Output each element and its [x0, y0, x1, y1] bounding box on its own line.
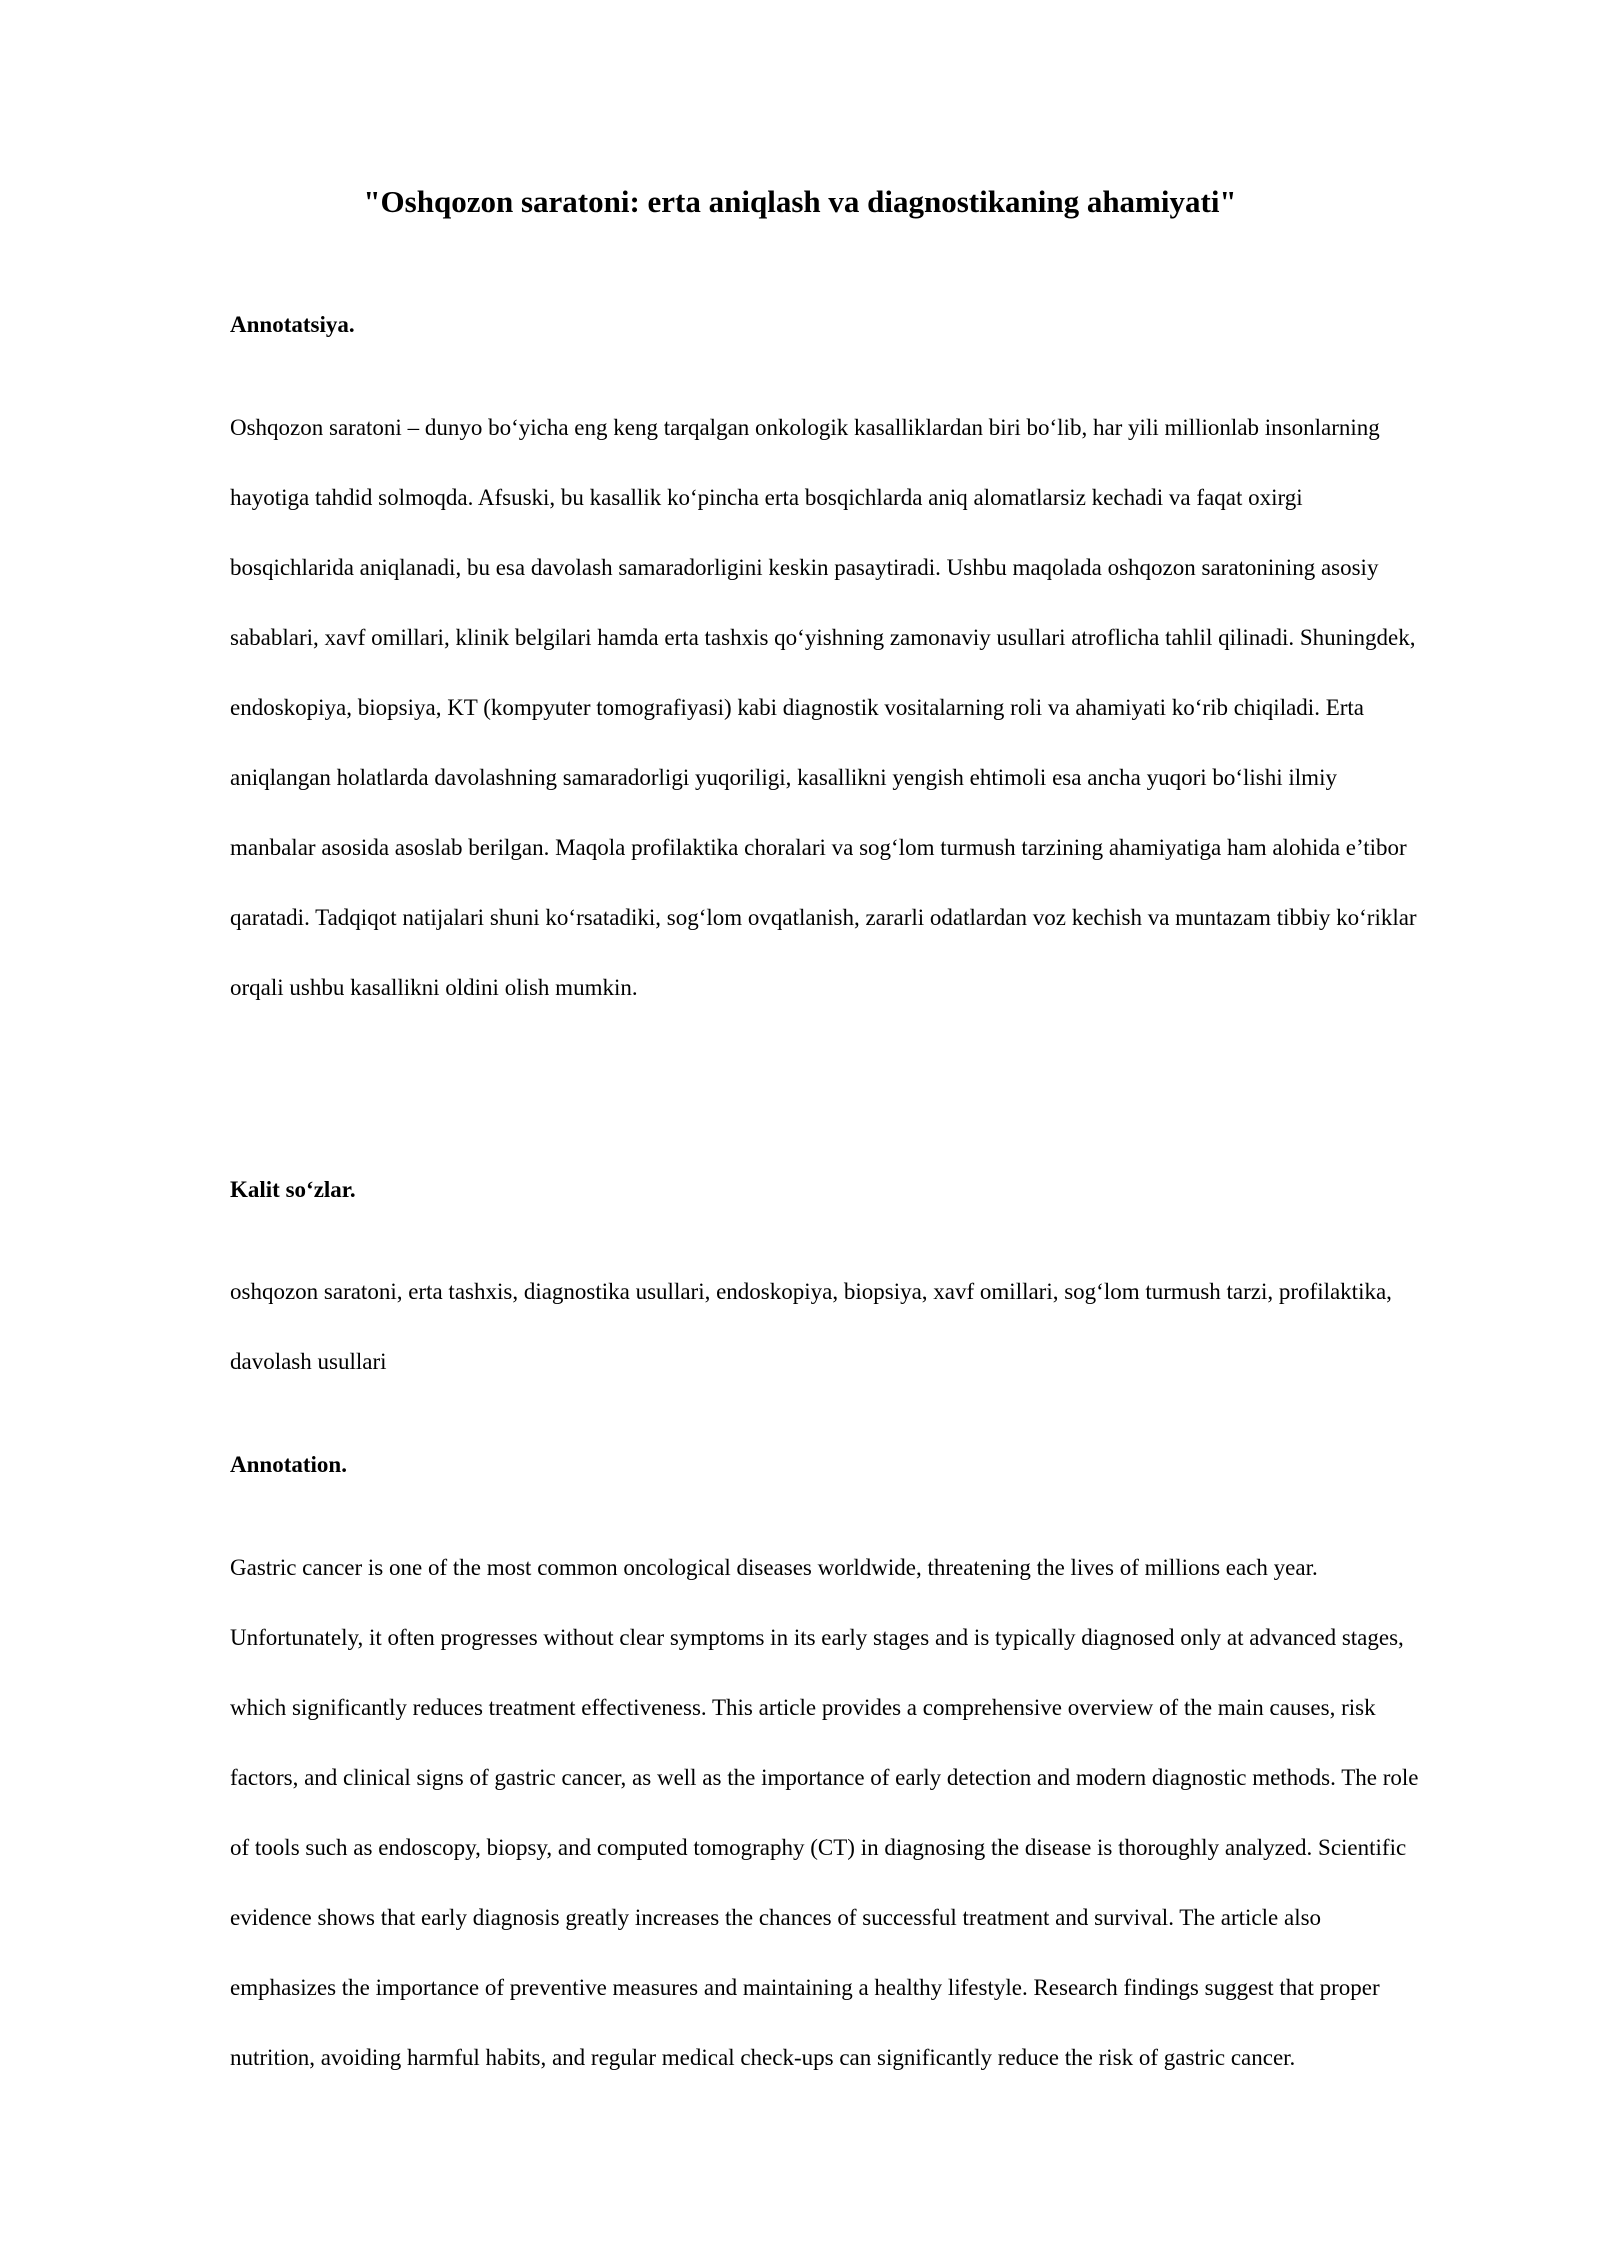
text-line: davolash usullari	[230, 1349, 387, 1374]
text-line: bosqichlarida aniqlanadi, bu esa davolash samaradorligini keskin pasaytiradi. Ushbu maqolada oshqozon saratonining asosiy	[230, 555, 1379, 580]
text-line: emphasizes the importance of preventive measures and maintaining a healthy lifestyle. Research findings suggest that proper	[230, 1975, 1380, 2000]
text-line: factors, and clinical signs of gastric cancer, as well as the importance of early detection and modern diagnostic methods. The role	[230, 1765, 1419, 1790]
heading-annotation: Annotation.	[230, 1452, 347, 1477]
paragraph-annotatsiya	[230, 393, 1520, 1023]
document-title: "Oshqozon saratoni: erta aniqlash va diagnostikaning ahamiyati"	[363, 184, 1237, 219]
paragraph-annotation	[230, 1533, 1520, 2093]
text-line: sabablari, xavf omillari, klinik belgilari hamda erta tashxis qo‘yishning zamonaviy usullari atroflicha tahlil qilinadi. Shuningdek,	[230, 625, 1416, 650]
text-line: orqali ushbu kasallikni oldini olish mumkin.	[230, 975, 638, 1000]
text-line: nutrition, avoiding harmful habits, and regular medical check-ups can significantly reduce the risk of gastric cancer.	[230, 2045, 1296, 2070]
text-line: manbalar asosida asoslab berilgan. Maqola profilaktika choralari va sog‘lom turmush tarzining ahamiyatiga ham alohida e’tibor	[230, 835, 1407, 860]
text-line: qaratadi. Tadqiqot natijalari shuni ko‘rsatadiki, sog‘lom ovqatlanish, zararli odatlardan voz kechish va muntazam tibbiy ko‘riklar	[230, 905, 1417, 930]
text-line: oshqozon saratoni, erta tashxis, diagnostika usullari, endoskopiya, biopsiya, xavf omillari, sog‘lom turmush tarzi, profilaktika,	[230, 1279, 1392, 1304]
text-line: which significantly reduces treatment effectiveness. This article provides a comprehensive overview of the main causes, risk	[230, 1695, 1376, 1720]
text-line: Oshqozon saratoni – dunyo bo‘yicha eng keng tarqalgan onkologik kasalliklardan biri bo‘lib, har yili millionlab insonlarning	[230, 415, 1380, 440]
heading-kalit-sozlar: Kalit so‘zlar.	[230, 1177, 356, 1202]
heading-annotatsiya: Annotatsiya.	[230, 312, 355, 337]
text-line: Gastric cancer is one of the most common oncological diseases worldwide, threatening the lives of millions each year.	[230, 1555, 1318, 1580]
text-line: Unfortunately, it often progresses without clear symptoms in its early stages and is typically diagnosed only at advanced stages,	[230, 1625, 1404, 1650]
text-line: evidence shows that early diagnosis greatly increases the chances of successful treatment and survival. The article also	[230, 1905, 1322, 1930]
text-line: of tools such as endoscopy, biopsy, and computed tomography (CT) in diagnosing the disease is thoroughly analyzed. Scientific	[230, 1835, 1407, 1860]
text-line: endoskopiya, biopsiya, KT (kompyuter tomografiyasi) kabi diagnostik vositalarning roli va ahamiyati ko‘rib chiqiladi. Erta	[230, 695, 1364, 720]
text-line: aniqlangan holatlarda davolashning samaradorligi yuqoriligi, kasallikni yengish ehtimoli esa ancha yuqori bo‘lishi ilmiy	[230, 765, 1337, 790]
text-line: hayotiga tahdid solmoqda. Afsuski, bu kasallik ko‘pincha erta bosqichlarda aniq alomatlarsiz kechadi va faqat oxirgi	[230, 485, 1303, 510]
paragraph-kalit-sozlar	[230, 1257, 1520, 1397]
